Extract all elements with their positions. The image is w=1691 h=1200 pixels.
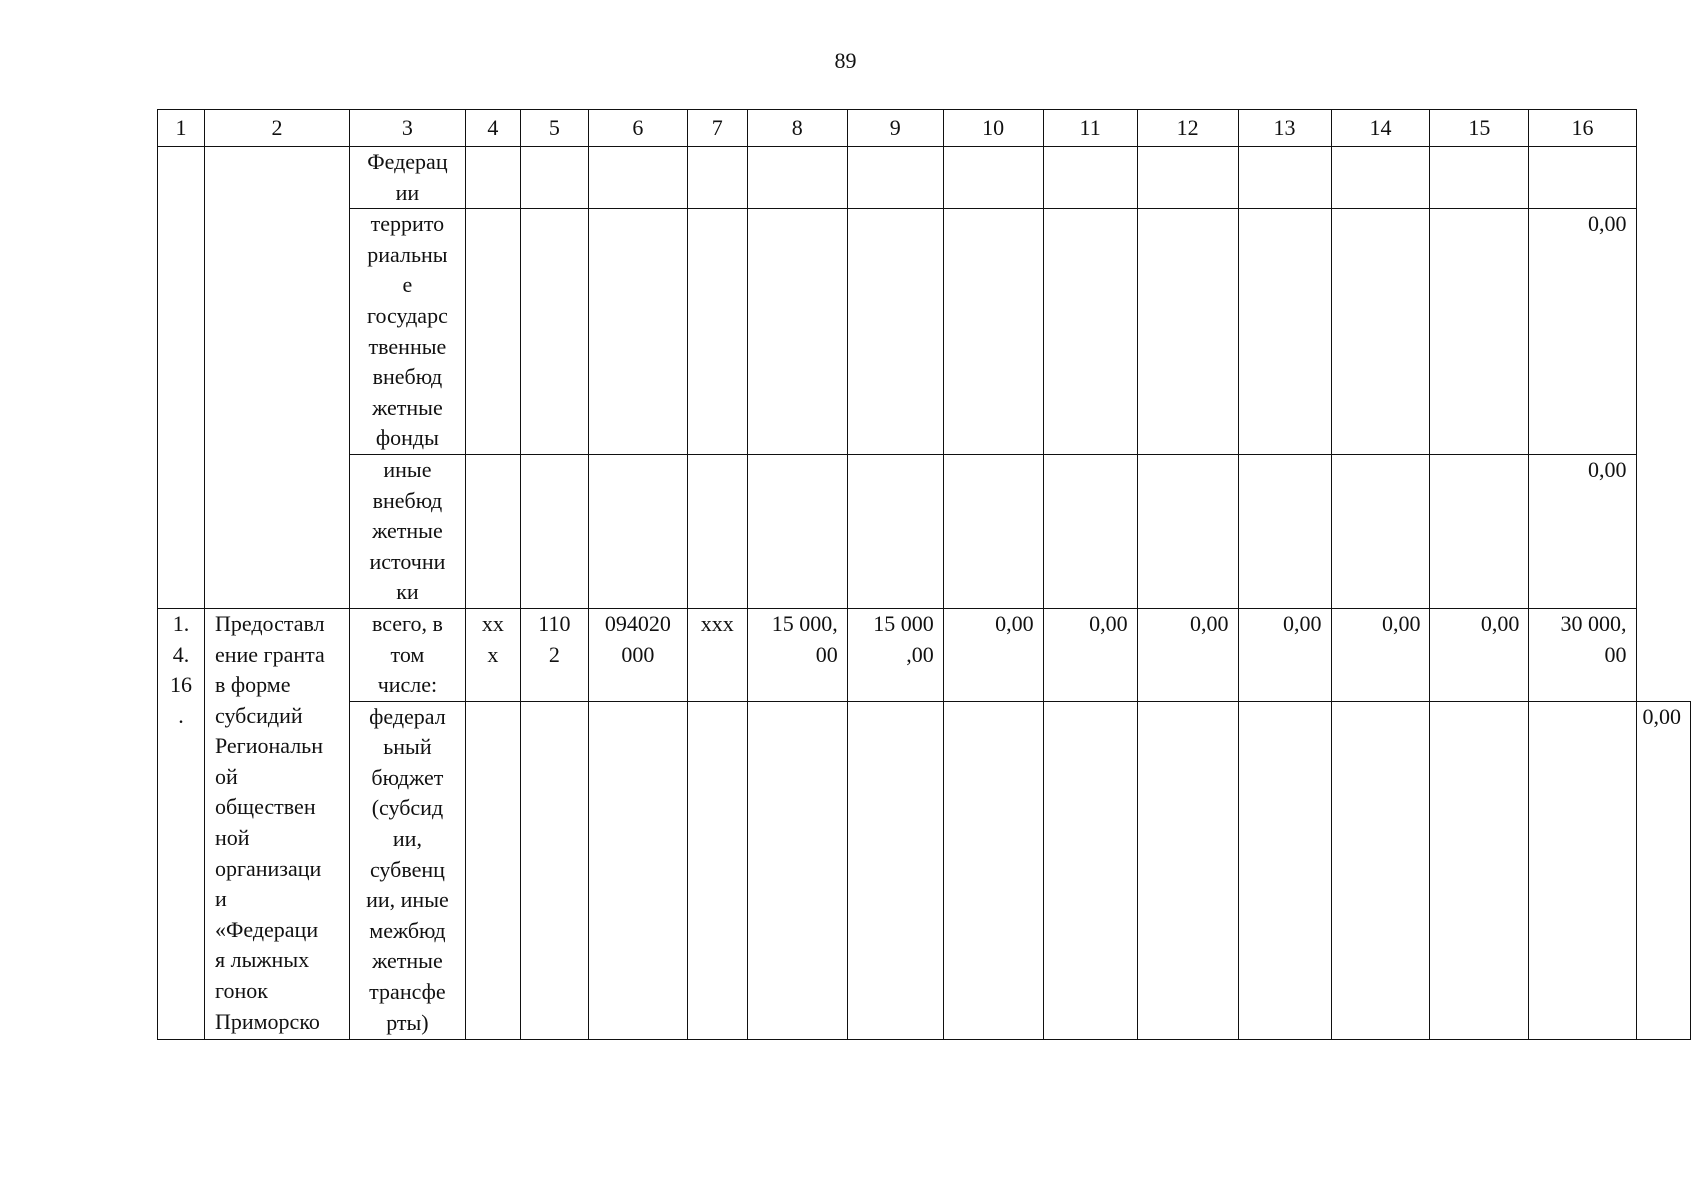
table-cell (747, 454, 847, 608)
item-name-cell: Предоставл ение гранта в форме субсидий Региональн ой обществен ной организаци и «Федераци я лыжных гонок Приморско (204, 608, 349, 1039)
table-cell (1430, 701, 1529, 1039)
table-cell (847, 701, 943, 1039)
table-cell: 0,00 (943, 608, 1043, 701)
table-cell (847, 454, 943, 608)
total-cell: 0,00 (1636, 701, 1691, 1039)
table-cell: 0,00 (1137, 608, 1238, 701)
table-cell: ххх (687, 608, 747, 701)
table-cell (520, 209, 588, 455)
column-header: 14 (1331, 110, 1430, 147)
table-cell (520, 454, 588, 608)
page-number: 89 (834, 48, 857, 73)
table-cell (943, 147, 1043, 209)
table-cell (1430, 209, 1529, 455)
table-cell (1043, 701, 1137, 1039)
column-header: 12 (1137, 110, 1238, 147)
table-cell (1238, 454, 1331, 608)
table-cell (1529, 701, 1636, 1039)
item-number-cell: 1. 4. 16 . (158, 608, 205, 1039)
funding-source-cell: всего, в том числе: (349, 608, 465, 701)
table-cell (747, 701, 847, 1039)
funding-source-cell: террито риальны е государс твенные внебюд жетные фонды (349, 209, 465, 455)
table-row (158, 608, 1691, 701)
table-cell (1331, 147, 1430, 209)
table-cell (588, 209, 687, 455)
table-cell: 15 000, 00 (747, 608, 847, 701)
table-cell (847, 147, 943, 209)
table-cell (588, 147, 687, 209)
table-cell (687, 147, 747, 209)
column-header: 10 (943, 110, 1043, 147)
table-row (158, 454, 1691, 608)
table-cell (1238, 209, 1331, 455)
table-cell (1137, 454, 1238, 608)
table-cell: хх х (465, 608, 520, 701)
table-cell (465, 454, 520, 608)
table-cell (687, 209, 747, 455)
column-header: 9 (847, 110, 943, 147)
column-header: 7 (687, 110, 747, 147)
total-cell (1529, 147, 1636, 209)
column-header: 13 (1238, 110, 1331, 147)
table-cell (943, 701, 1043, 1039)
table-cell (1043, 147, 1137, 209)
table-cell (1043, 454, 1137, 608)
funding-source-cell: иные внебюд жетные источни ки (349, 454, 465, 608)
table-cell (204, 147, 349, 609)
column-header: 6 (588, 110, 687, 147)
table-cell: 094020 000 (588, 608, 687, 701)
column-header: 4 (465, 110, 520, 147)
table-cell (465, 147, 520, 209)
table-cell: 0,00 (1430, 608, 1529, 701)
table-cell (1430, 454, 1529, 608)
table-cell (1238, 147, 1331, 209)
column-header: 16 (1529, 110, 1636, 147)
table-cell (588, 701, 687, 1039)
table-cell (1331, 701, 1430, 1039)
table-cell (1137, 209, 1238, 455)
table-cell (943, 454, 1043, 608)
column-header: 15 (1430, 110, 1529, 147)
header-row (158, 110, 1691, 147)
table-cell (520, 147, 588, 209)
table-row (158, 209, 1691, 455)
total-cell: 0,00 (1529, 454, 1636, 608)
table-cell (687, 454, 747, 608)
budget-table (157, 109, 1691, 1040)
table-cell (1137, 701, 1238, 1039)
funding-source-cell: федерал ьный бюджет (субсид ии, субвенц ии, иные межбюд жетные трансфе рты) (349, 701, 465, 1039)
table-cell (465, 701, 520, 1039)
table-cell: 0,00 (1331, 608, 1430, 701)
table-cell (588, 454, 687, 608)
table-cell (158, 147, 205, 609)
table-cell (847, 209, 943, 455)
table-cell (747, 209, 847, 455)
column-header: 11 (1043, 110, 1137, 147)
column-header: 1 (158, 110, 205, 147)
column-header: 2 (204, 110, 349, 147)
table-cell: 0,00 (1238, 608, 1331, 701)
funding-source-cell: Федерац ии (349, 147, 465, 209)
table-cell (1331, 209, 1430, 455)
column-header: 8 (747, 110, 847, 147)
table-cell (1137, 147, 1238, 209)
table-row (158, 147, 1691, 209)
table-cell (1238, 701, 1331, 1039)
table-cell: 110 2 (520, 608, 588, 701)
table-cell: 0,00 (1043, 608, 1137, 701)
column-header: 3 (349, 110, 465, 147)
table-cell (747, 147, 847, 209)
table-cell (943, 209, 1043, 455)
table-cell (1043, 209, 1137, 455)
total-cell: 0,00 (1529, 209, 1636, 455)
table-cell (520, 701, 588, 1039)
total-cell: 30 000, 00 (1529, 608, 1636, 701)
table-cell: 15 000 ,00 (847, 608, 943, 701)
column-header: 5 (520, 110, 588, 147)
table-row (158, 701, 1691, 1039)
table-cell (1430, 147, 1529, 209)
table-cell (687, 701, 747, 1039)
table-cell (1331, 454, 1430, 608)
table-cell (465, 209, 520, 455)
